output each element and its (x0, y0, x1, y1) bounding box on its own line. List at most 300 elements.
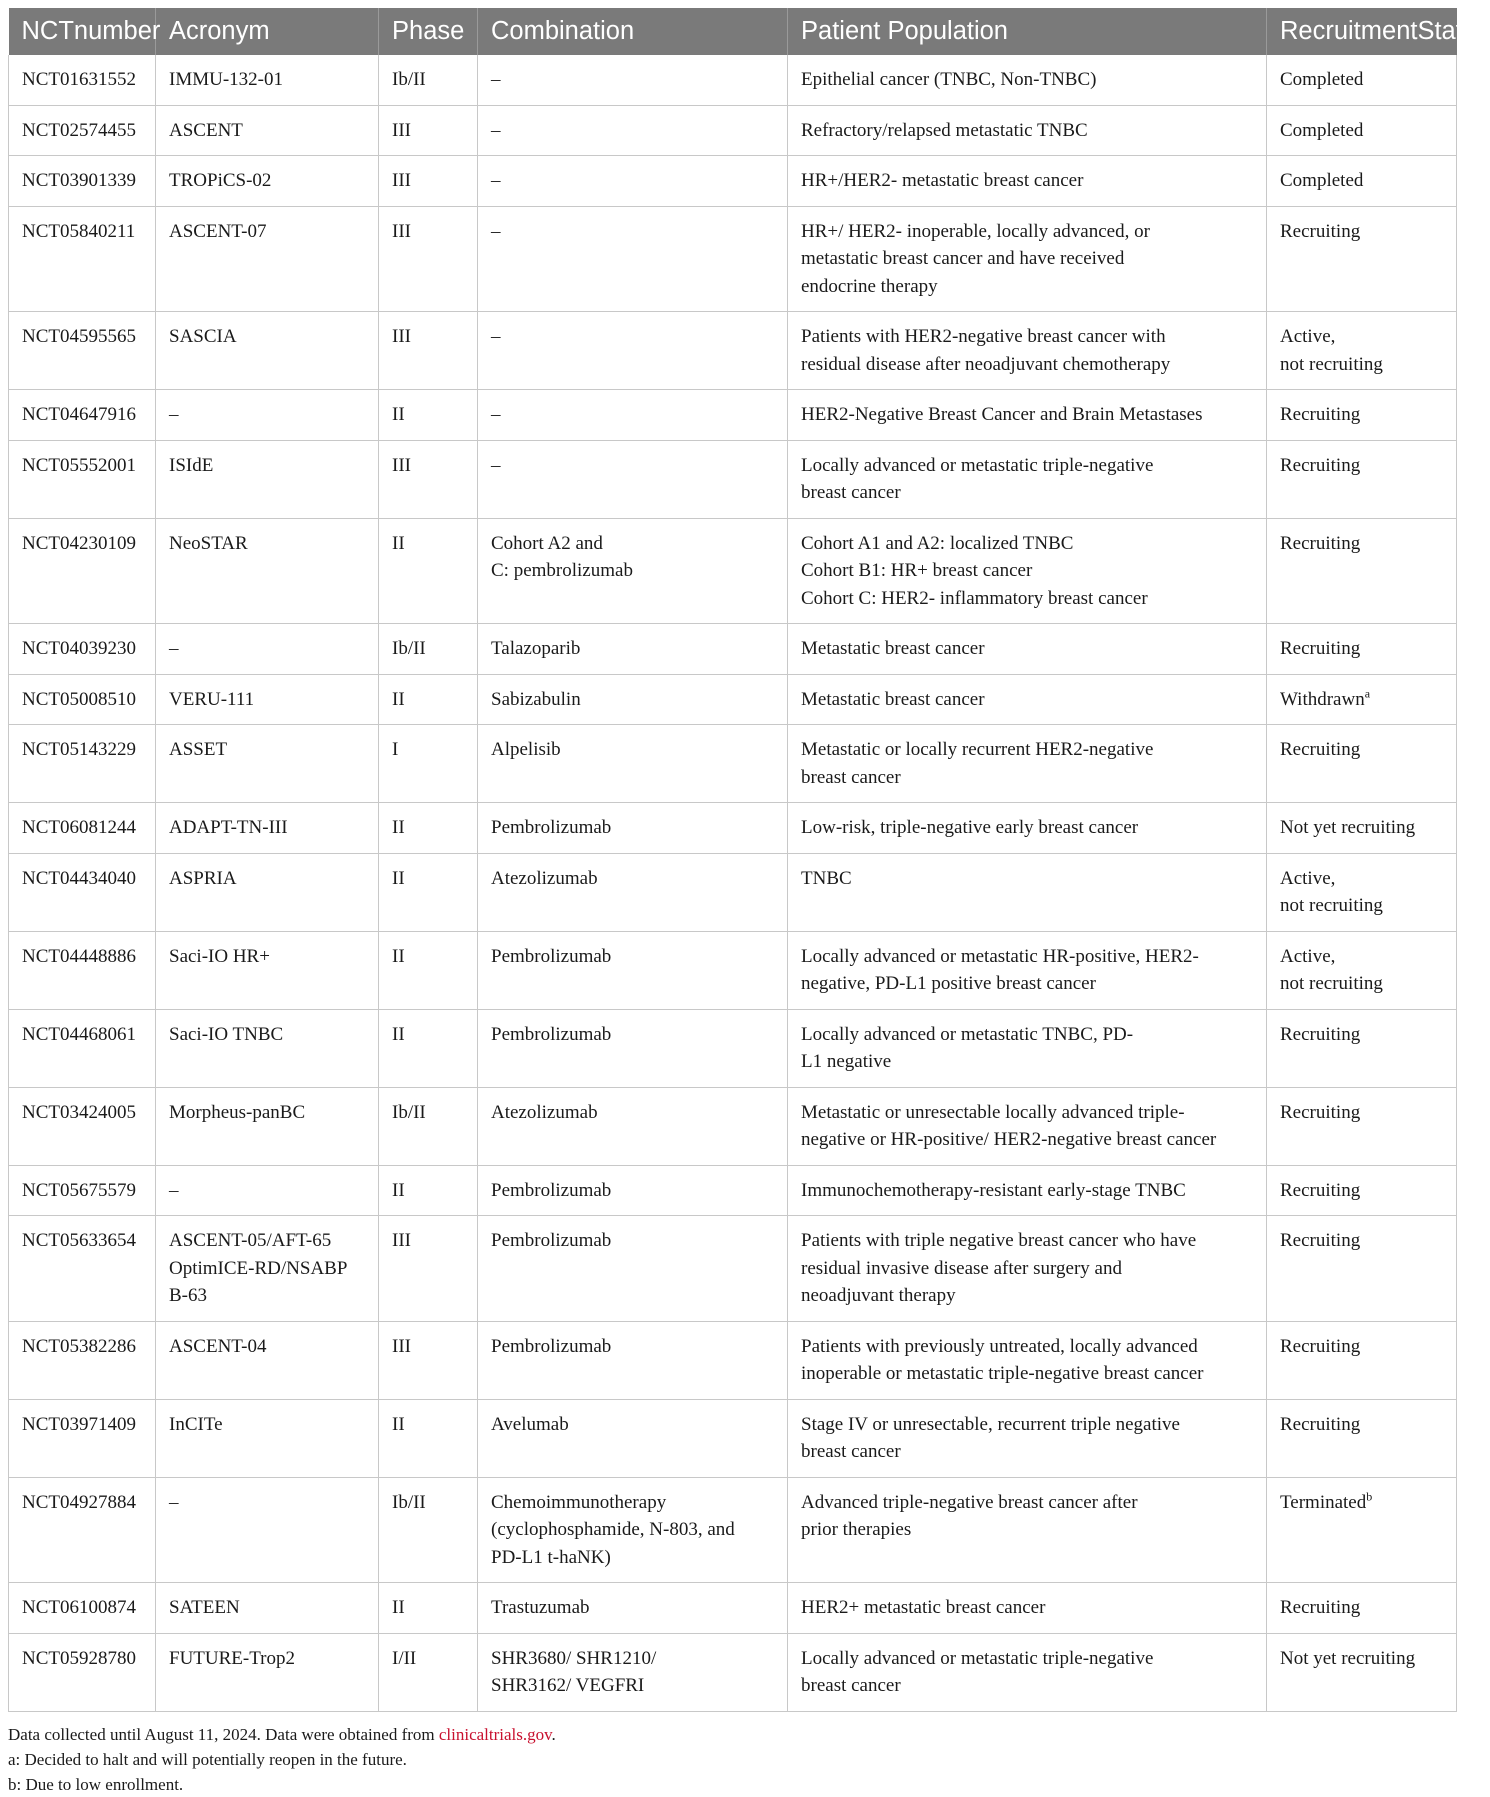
cell-phase (379, 853, 478, 931)
cell-combination (478, 1633, 788, 1711)
cell-patient-population (788, 390, 1267, 441)
cell-recruitment-status (1267, 1165, 1457, 1216)
cell-combination (478, 390, 788, 441)
table-row (9, 518, 1457, 624)
cell-line: residual invasive disease after surgery and (801, 1257, 1122, 1279)
cell-line: – (491, 220, 501, 242)
cell-line: NCT05840211 (22, 220, 136, 242)
table-row (9, 206, 1457, 312)
cell-recruitment-status (1267, 206, 1457, 312)
cell-line: Phase (392, 17, 465, 45)
cell-line: Active, (1280, 867, 1336, 889)
cell-combination (478, 931, 788, 1009)
cell-line: Low-risk, triple-negative early breast cancer (801, 817, 1139, 838)
table-row (9, 156, 1457, 207)
cell-acronym (156, 390, 379, 441)
table-row (9, 853, 1457, 931)
table-row (9, 1633, 1457, 1711)
cell-line: PD-L1 t-haNK) (491, 1546, 611, 1568)
cell-acronym (156, 803, 379, 854)
cell-line: TROPiCS-02 (169, 170, 272, 191)
cell-line: Recruiting (1280, 1023, 1361, 1045)
cell-line: Chemoimmunotherapy (491, 1491, 667, 1513)
cell-nct-number (9, 1087, 156, 1165)
cell-acronym (156, 105, 379, 156)
cell-line: HR+/ HER2- inoperable, locally advanced, or (801, 220, 1150, 242)
cell-line: Completed (1280, 69, 1364, 90)
cell-acronym (156, 1477, 379, 1583)
cell-phase (379, 674, 478, 725)
cell-line: NCT06100874 (22, 1597, 136, 1618)
cell-line: II (392, 867, 405, 889)
cell-recruitment-status (1267, 105, 1457, 156)
table-body (9, 55, 1457, 1711)
cell-line: breast cancer (801, 1675, 901, 1696)
footnote-b: b: Due to low enrollment. (8, 1774, 184, 1794)
header-nct-number (9, 8, 161, 55)
cell-line: Immunochemotherapy-resistant early-stage TNBC (801, 1179, 1186, 1201)
cell-line: Metastatic breast cancer (801, 688, 985, 710)
cell-line: Patients with HER2-negative breast cancer with (801, 326, 1166, 347)
cell-recruitment-status (1267, 312, 1457, 390)
cell-acronym (156, 1009, 379, 1087)
table-row (9, 55, 1457, 105)
cell-line: Cohort A1 and A2: localized TNBC (801, 532, 1074, 554)
cell-line: Saci-IO HR+ (169, 945, 270, 967)
cell-line: residual disease after neoadjuvant chemotherapy (801, 353, 1171, 375)
cell-line: Recruiting (1280, 532, 1361, 554)
cell-nct-number (9, 853, 156, 931)
cell-line: NeoSTAR (169, 532, 248, 554)
cell-line: Patients with previously untreated, locally advanced (801, 1335, 1198, 1357)
cell-phase (379, 931, 478, 1009)
cell-line: (cyclophosphamide, N-803, and (491, 1519, 735, 1540)
cell-line: Pembrolizumab (491, 817, 612, 838)
cell-line: not recruiting (1280, 353, 1383, 375)
table-row (9, 1009, 1457, 1087)
source-note-prefix: Data collected until August 11, 2024. Data were obtained from (8, 1724, 439, 1744)
cell-acronym (156, 1399, 379, 1477)
cell-acronym (156, 518, 379, 624)
cell-line: ASCENT-07 (169, 220, 267, 242)
cell-line: III (392, 1335, 411, 1357)
cell-line: Locally advanced or metastatic TNBC, PD- (801, 1023, 1134, 1045)
cell-patient-population (788, 156, 1267, 207)
cell-line: breast cancer (801, 1441, 901, 1462)
cell-line: Recruiting (1280, 454, 1361, 476)
cell-line: Recruiting (1280, 638, 1361, 659)
cell-line: – (491, 69, 501, 90)
cell-line: Cohort C: HER2- inflammatory breast cancer (801, 587, 1148, 609)
cell-line: NCT (21, 17, 74, 45)
cell-combination (478, 1583, 788, 1634)
cell-line: NCT03424005 (22, 1101, 136, 1123)
cell-line: breast cancer (801, 482, 901, 503)
cell-line: NCT02574455 (22, 119, 136, 141)
cell-combination (478, 518, 788, 624)
cell-combination (478, 312, 788, 390)
cell-recruitment-status (1267, 931, 1457, 1009)
cell-line: Recruiting (1280, 404, 1361, 425)
cell-line: II (392, 1413, 405, 1435)
cell-line: ASCENT-05/AFT-65 (169, 1230, 332, 1251)
cell-line: Atezolizumab (491, 867, 598, 889)
cell-recruitment-status (1267, 1477, 1457, 1583)
cell-line: Metastatic or unresectable locally advanced triple- (801, 1101, 1185, 1123)
table-row (9, 674, 1457, 725)
cell-recruitment-status (1267, 156, 1457, 207)
cell-line: Alpelisib (491, 739, 561, 760)
cell-nct-number (9, 1321, 156, 1399)
clinicaltrials-link[interactable]: clinicaltrials.gov (438, 1724, 552, 1744)
cell-line: Pembrolizumab (491, 1179, 612, 1201)
cell-line: endocrine therapy (801, 275, 938, 297)
cell-nct-number (9, 1009, 156, 1087)
cell-line: Trastuzumab (491, 1597, 590, 1618)
source-note (8, 1722, 1456, 1747)
cell-line: NCT03971409 (22, 1413, 136, 1435)
cell-line: Pembrolizumab (491, 1335, 612, 1357)
cell-line: TNBC (801, 867, 852, 889)
cell-combination (478, 55, 788, 105)
cell-combination (478, 440, 788, 518)
cell-line: I (392, 739, 399, 760)
cell-acronym (156, 206, 379, 312)
cell-line: – (169, 404, 179, 425)
cell-recruitment-status (1267, 390, 1457, 441)
cell-line: Recruiting (1280, 1101, 1361, 1123)
cell-line: SHR3162/ VEGFRI (491, 1675, 645, 1696)
cell-nct-number (9, 1165, 156, 1216)
cell-patient-population (788, 1399, 1267, 1477)
cell-line: B-63 (169, 1285, 207, 1306)
cell-patient-population (788, 312, 1267, 390)
cell-line: Recruitment (1280, 17, 1418, 45)
cell-nct-number (9, 674, 156, 725)
cell-line: Recruiting (1280, 1179, 1361, 1201)
cell-line: ASSET (169, 739, 228, 760)
cell-line: Ib/II (392, 1101, 426, 1123)
cell-patient-population (788, 1165, 1267, 1216)
cell-line: Status (1417, 17, 1490, 45)
cell-line: Cohort A2 and (491, 532, 603, 554)
header-patient-population (788, 8, 1267, 55)
cell-line: ASPRIA (169, 867, 237, 889)
cell-phase (379, 1165, 478, 1216)
cell-acronym (156, 725, 379, 803)
cell-line: metastatic breast cancer and have received (801, 248, 1125, 269)
cell-phase (379, 624, 478, 675)
cell-line: NCT06081244 (22, 817, 136, 838)
cell-line: ASCENT (169, 119, 243, 141)
cell-line: NCT01631552 (22, 69, 136, 90)
cell-line: Locally advanced or metastatic HR-positive, HER2- (801, 945, 1199, 967)
cell-line: Active, (1280, 945, 1336, 967)
table-row (9, 1583, 1457, 1634)
cell-line: number (73, 17, 161, 45)
table-row (9, 390, 1457, 441)
cell-combination (478, 1216, 788, 1322)
cell-line: Avelumab (491, 1413, 569, 1435)
cell-line: Active, (1280, 326, 1336, 347)
cell-recruitment-status (1267, 55, 1457, 105)
cell-line: ADAPT-TN-III (169, 817, 288, 838)
cell-phase (379, 1583, 478, 1634)
cell-recruitment-status (1267, 1009, 1457, 1087)
cell-line: Patients with triple negative breast cancer who have (801, 1230, 1197, 1251)
cell-acronym (156, 624, 379, 675)
cell-line: Pembrolizumab (491, 945, 612, 967)
cell-patient-population (788, 674, 1267, 725)
cell-line: Ib/II (392, 69, 426, 90)
cell-phase (379, 55, 478, 105)
cell-nct-number (9, 105, 156, 156)
cell-line: Patient Population (801, 17, 1008, 45)
cell-acronym (156, 55, 379, 105)
cell-phase (379, 156, 478, 207)
cell-line: Metastatic breast cancer (801, 638, 985, 659)
cell-patient-population (788, 518, 1267, 624)
cell-line: Stage IV or unresectable, recurrent triple negative (801, 1413, 1180, 1435)
cell-line: Metastatic or locally recurrent HER2-negative (801, 739, 1154, 760)
cell-line: negative or HR-positive/ HER2-negative breast cancer (801, 1129, 1217, 1150)
cell-acronym (156, 156, 379, 207)
cell-combination (478, 1087, 788, 1165)
cell-line: Combination (491, 17, 635, 45)
cell-combination (478, 105, 788, 156)
cell-patient-population (788, 1477, 1267, 1583)
cell-line: II (392, 404, 405, 425)
cell-combination (478, 624, 788, 675)
cell-line: Recruiting (1280, 1335, 1361, 1357)
cell-phase (379, 390, 478, 441)
cell-line: InCITe (169, 1413, 223, 1435)
cell-line: – (169, 1491, 179, 1513)
cell-recruitment-status (1267, 1399, 1457, 1477)
table-row (9, 931, 1457, 1009)
cell-line: SATEEN (169, 1597, 240, 1618)
cell-nct-number (9, 156, 156, 207)
cell-line: NCT04448886 (22, 945, 136, 967)
cell-patient-population (788, 206, 1267, 312)
cell-patient-population (788, 803, 1267, 854)
cell-combination (478, 853, 788, 931)
cell-nct-number (9, 55, 156, 105)
cell-nct-number (9, 1399, 156, 1477)
cell-line: III (392, 119, 411, 141)
cell-line: – (491, 326, 501, 347)
table-row (9, 1165, 1457, 1216)
cell-line: L1 negative (801, 1051, 892, 1072)
cell-line: III (392, 1230, 411, 1251)
table-row (9, 1087, 1457, 1165)
cell-nct-number (9, 1216, 156, 1322)
table-header-row (9, 8, 1457, 55)
cell-recruitment-status (1267, 674, 1457, 725)
cell-line: Atezolizumab (491, 1101, 598, 1123)
table-row (9, 312, 1457, 390)
cell-line: III (392, 326, 411, 347)
table-row (9, 1216, 1457, 1322)
header-phase (379, 8, 478, 55)
cell-line: NCT05928780 (22, 1647, 136, 1669)
cell-patient-population (788, 1583, 1267, 1634)
cell-phase (379, 1399, 478, 1477)
cell-phase (379, 725, 478, 803)
cell-line: ASCENT-04 (169, 1335, 267, 1357)
cell-line: NCT04927884 (22, 1491, 136, 1513)
footnote-marker: a (1364, 686, 1371, 701)
cell-line: Acronym (169, 17, 270, 45)
cell-recruitment-status (1267, 1216, 1457, 1322)
cell-acronym (156, 853, 379, 931)
table-row (9, 1399, 1457, 1477)
cell-nct-number (9, 206, 156, 312)
cell-line: Advanced triple-negative breast cancer after (801, 1491, 1138, 1513)
cell-line: Pembrolizumab (491, 1230, 612, 1251)
cell-line: ISIdE (169, 454, 214, 476)
cell-line: negative, PD-L1 positive breast cancer (801, 973, 1096, 994)
cell-line: I/II (392, 1647, 417, 1669)
cell-line: Recruiting (1280, 1413, 1361, 1435)
cell-line: II (392, 688, 405, 710)
cell-recruitment-status (1267, 725, 1457, 803)
cell-recruitment-status (1267, 1321, 1457, 1399)
cell-recruitment-status (1267, 853, 1457, 931)
cell-nct-number (9, 725, 156, 803)
cell-acronym (156, 1583, 379, 1634)
cell-acronym (156, 1321, 379, 1399)
cell-phase (379, 1216, 478, 1322)
table-row (9, 440, 1457, 518)
cell-combination (478, 206, 788, 312)
cell-line: VERU-111 (169, 688, 255, 710)
cell-line: Not yet recruiting (1280, 1647, 1416, 1669)
cell-line: Withdrawn$^a$ (1280, 686, 1371, 710)
cell-line: III (392, 454, 411, 476)
cell-phase (379, 105, 478, 156)
header-acronym (156, 8, 379, 55)
cell-nct-number (9, 624, 156, 675)
cell-phase (379, 803, 478, 854)
cell-patient-population (788, 55, 1267, 105)
cell-line: Cohort B1: HR+ breast cancer (801, 560, 1033, 581)
clinical-trials-table (8, 8, 1490, 1712)
cell-line: prior therapies (801, 1519, 912, 1540)
cell-line: NCT04595565 (22, 326, 136, 347)
table-row (9, 803, 1457, 854)
cell-nct-number (9, 1633, 156, 1711)
cell-line: NCT05675579 (22, 1179, 136, 1201)
cell-line: – (169, 1179, 179, 1201)
cell-line: IMMU-132-01 (169, 69, 283, 90)
cell-line: Refractory/relapsed metastatic TNBC (801, 119, 1088, 141)
cell-line: II (392, 1597, 405, 1618)
cell-acronym (156, 1633, 379, 1711)
cell-recruitment-status (1267, 440, 1457, 518)
cell-line: NCT04039230 (22, 638, 136, 659)
table-footnotes (8, 1722, 1456, 1797)
cell-acronym (156, 312, 379, 390)
cell-line: NCT04647916 (22, 404, 136, 425)
cell-line: FUTURE-Trop2 (169, 1647, 295, 1669)
cell-line: Completed (1280, 119, 1364, 141)
cell-acronym (156, 931, 379, 1009)
cell-acronym (156, 1165, 379, 1216)
cell-line: – (491, 404, 501, 425)
cell-line: Recruiting (1280, 1597, 1361, 1618)
cell-line: Sabizabulin (491, 688, 581, 710)
cell-combination (478, 725, 788, 803)
cell-nct-number (9, 803, 156, 854)
footnote-marker: b (1366, 1489, 1373, 1504)
cell-line: NCT05633654 (22, 1230, 136, 1251)
cell-combination (478, 803, 788, 854)
table-row (9, 624, 1457, 675)
cell-nct-number (9, 1477, 156, 1583)
cell-line: NCT05382286 (22, 1335, 136, 1357)
cell-line: inoperable or metastatic triple-negative breast cancer (801, 1363, 1204, 1384)
cell-combination (478, 674, 788, 725)
cell-line: Terminated$^b$ (1280, 1489, 1373, 1513)
table-container (8, 8, 1490, 1797)
cell-line: – (169, 638, 179, 659)
cell-line: Not yet recruiting (1280, 817, 1416, 838)
source-note-suffix: . (551, 1724, 556, 1744)
cell-nct-number (9, 931, 156, 1009)
cell-line: Pembrolizumab (491, 1023, 612, 1045)
cell-line: Talazoparib (491, 638, 581, 659)
cell-line: II (392, 817, 405, 838)
table-row (9, 1321, 1457, 1399)
cell-line: NCT04230109 (22, 532, 136, 554)
cell-nct-number (9, 312, 156, 390)
cell-patient-population (788, 931, 1267, 1009)
cell-line: NCT03901339 (22, 170, 136, 191)
cell-line: NCT05143229 (22, 739, 136, 760)
cell-phase (379, 1633, 478, 1711)
cell-nct-number (9, 518, 156, 624)
footnote-a: a: Decided to halt and will potentially reopen in the future. (8, 1749, 407, 1769)
table-row (9, 725, 1457, 803)
cell-combination (478, 156, 788, 207)
cell-line: Morpheus-panBC (169, 1101, 306, 1123)
cell-combination (478, 1477, 788, 1583)
cell-line: neoadjuvant therapy (801, 1285, 956, 1306)
cell-line: not recruiting (1280, 895, 1383, 916)
cell-acronym (156, 674, 379, 725)
cell-line: II (392, 1179, 405, 1201)
cell-phase (379, 1009, 478, 1087)
cell-acronym (156, 1087, 379, 1165)
cell-nct-number (9, 440, 156, 518)
cell-phase (379, 1087, 478, 1165)
cell-line: Recruiting (1280, 1230, 1361, 1251)
cell-patient-population (788, 1009, 1267, 1087)
cell-patient-population (788, 1087, 1267, 1165)
cell-line: – (491, 170, 501, 191)
cell-recruitment-status (1267, 518, 1457, 624)
cell-line: NCT05552001 (22, 454, 136, 476)
cell-line: Locally advanced or metastatic triple-negative (801, 1647, 1154, 1669)
cell-combination (478, 1009, 788, 1087)
cell-line: NCT05008510 (22, 688, 136, 710)
cell-line: Recruiting (1280, 739, 1361, 760)
cell-line: II (392, 945, 405, 967)
cell-patient-population (788, 1633, 1267, 1711)
cell-patient-population (788, 624, 1267, 675)
cell-patient-population (788, 725, 1267, 803)
